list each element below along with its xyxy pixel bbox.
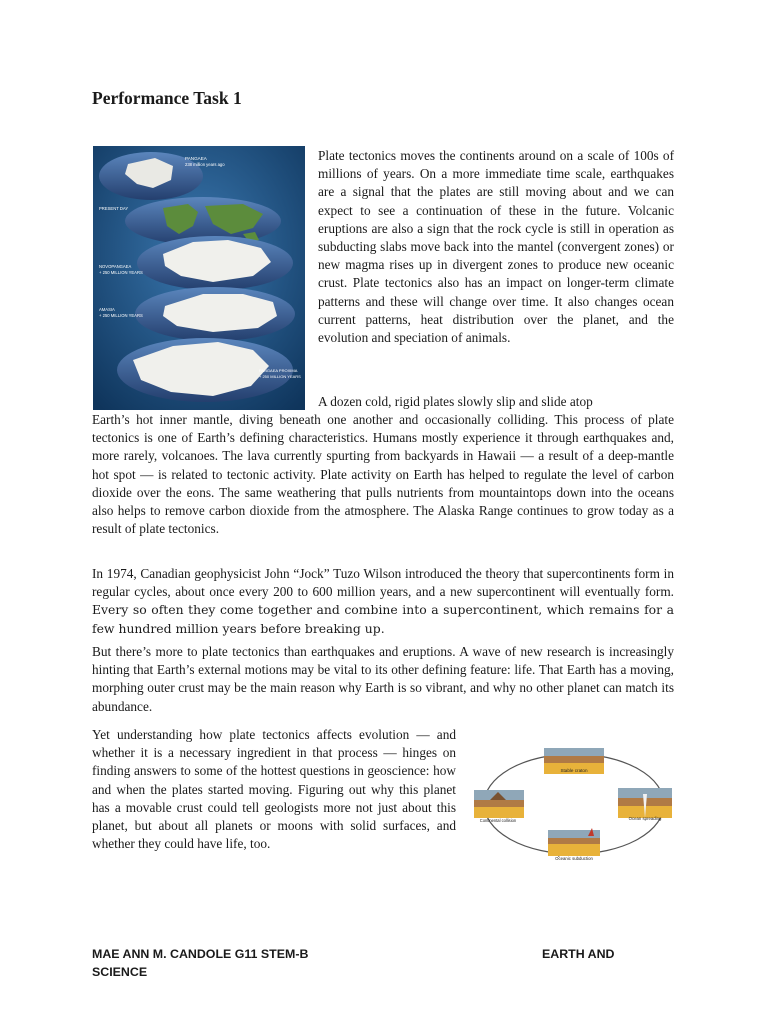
footer-subject: EARTH AND (542, 947, 615, 961)
footer-subject-line2: SCIENCE (92, 964, 148, 979)
label-amasia-age: + 250 MILLION YEARS (99, 313, 143, 318)
label-pangaea: PANGAEA (185, 156, 207, 161)
paragraph-4: But there’s more to plate tectonics than earthquakes and eruptions. A wave of new research is increasingly hinting that Earth’s external motions may be vital to its other defining feature: life. That Earth has a moving, morphing outer crust may be the main reason why Earth is so vibrant, and why no other planet can match its abundance. (92, 644, 674, 714)
page-title: Performance Task 1 (92, 88, 242, 108)
label-novopangaea: NOVOPANGAEA (99, 264, 132, 269)
paragraph-3-main: In 1974, Canadian geophysicist John “Jock” Tuzo Wilson introduced the theory that supercontinents form in regular cycles, about once every 200 to 600 million years, and a new supercontinent will eventually form. (92, 566, 674, 600)
stage-oceanic-subduction (548, 828, 600, 861)
paragraph-2: Earth’s hot inner mantle, diving beneath one another and occasionally colliding. This process of plate tectonics is one of Earth’s defining characteristics. Humans mostly experience it through earthquakes and, more rarely, volcanoes. The lava currently spurting from backyards in Hawaii — a result of a deep-mantle hot spot — is related to tectonic activity. Plate activity on Earth has helped to regulate the level of carbon dioxide over the eons. The same weathering that pulls nutrients from mountaintops down into the oceans also helps to remove carbon dioxide from the atmosphere. The Alaska Range continues to grow today as a result of plate tectonics. (92, 412, 674, 537)
paragraph-3-highlight: Every so often they come together and combine into a supercontinent, which remains for a few hundred million years before breaking up. (92, 602, 674, 636)
paragraph-1: Plate tectonics moves the continents around on a scale of 100s of millions of years. On a more immediate time scale, earthquakes are a signal that the plates are still moving about and we can expect to see a continuation of these in the future. Volcanic eruptions are also a sign that the rock cycle is still in operation as subducting slabs move back into the mantel (convergent zones) or new magma rises up in divergent zones to produce new oceanic crust. Plate tectonics also has an impact on longer-term climate patterns and these will change over time. It also changes ocean current patterns, heat distribution over the planet, and the evolution and speciation of animals. (318, 148, 674, 346)
label-pangaea-proxima: PANGAEA PROXIMA (259, 368, 298, 373)
paragraph-2-lead: A dozen cold, rigid plates slowly slip and slide atop (318, 394, 593, 409)
label-amasia: AMASIA (99, 307, 115, 312)
label-present-day: PRESENT DAY (99, 206, 129, 211)
label-novopangaea-age: + 250 MILLION YEARS (99, 270, 143, 275)
label-pangaea-age: 238 million years ago (185, 162, 225, 167)
svg-text:Continental collision: Continental collision (479, 818, 517, 823)
label-pangaea-proxima-age: + 250 MILLION YEARS (259, 374, 301, 379)
svg-text:Stable craton: Stable craton (560, 768, 588, 773)
footer-author: MAE ANN M. CANDOLE G11 STEM-B (92, 947, 309, 961)
paragraph-3 (92, 565, 674, 638)
footer (92, 946, 652, 981)
stage-stable-craton (544, 748, 604, 774)
plate-cycle-figure (468, 736, 680, 872)
svg-text:Ocean spreading: Ocean spreading (628, 816, 662, 821)
stage-ocean-spreading (618, 788, 672, 821)
supercontinent-figure (93, 146, 305, 410)
paragraph-5: Yet understanding how plate tectonics affects evolution — and whether it is a necessary ingredient in that process — hinges on finding answers to some of the hottest questions in geoscience: how and when the plates started moving. Figuring out why this planet has a movable crust could tell geologists more not just about this planet, but about all planets or moons with solid surfaces, and whether they could have life, too. (92, 727, 456, 852)
stage-continental-collision (474, 790, 524, 823)
svg-text:Oceanic subduction: Oceanic subduction (555, 856, 593, 861)
